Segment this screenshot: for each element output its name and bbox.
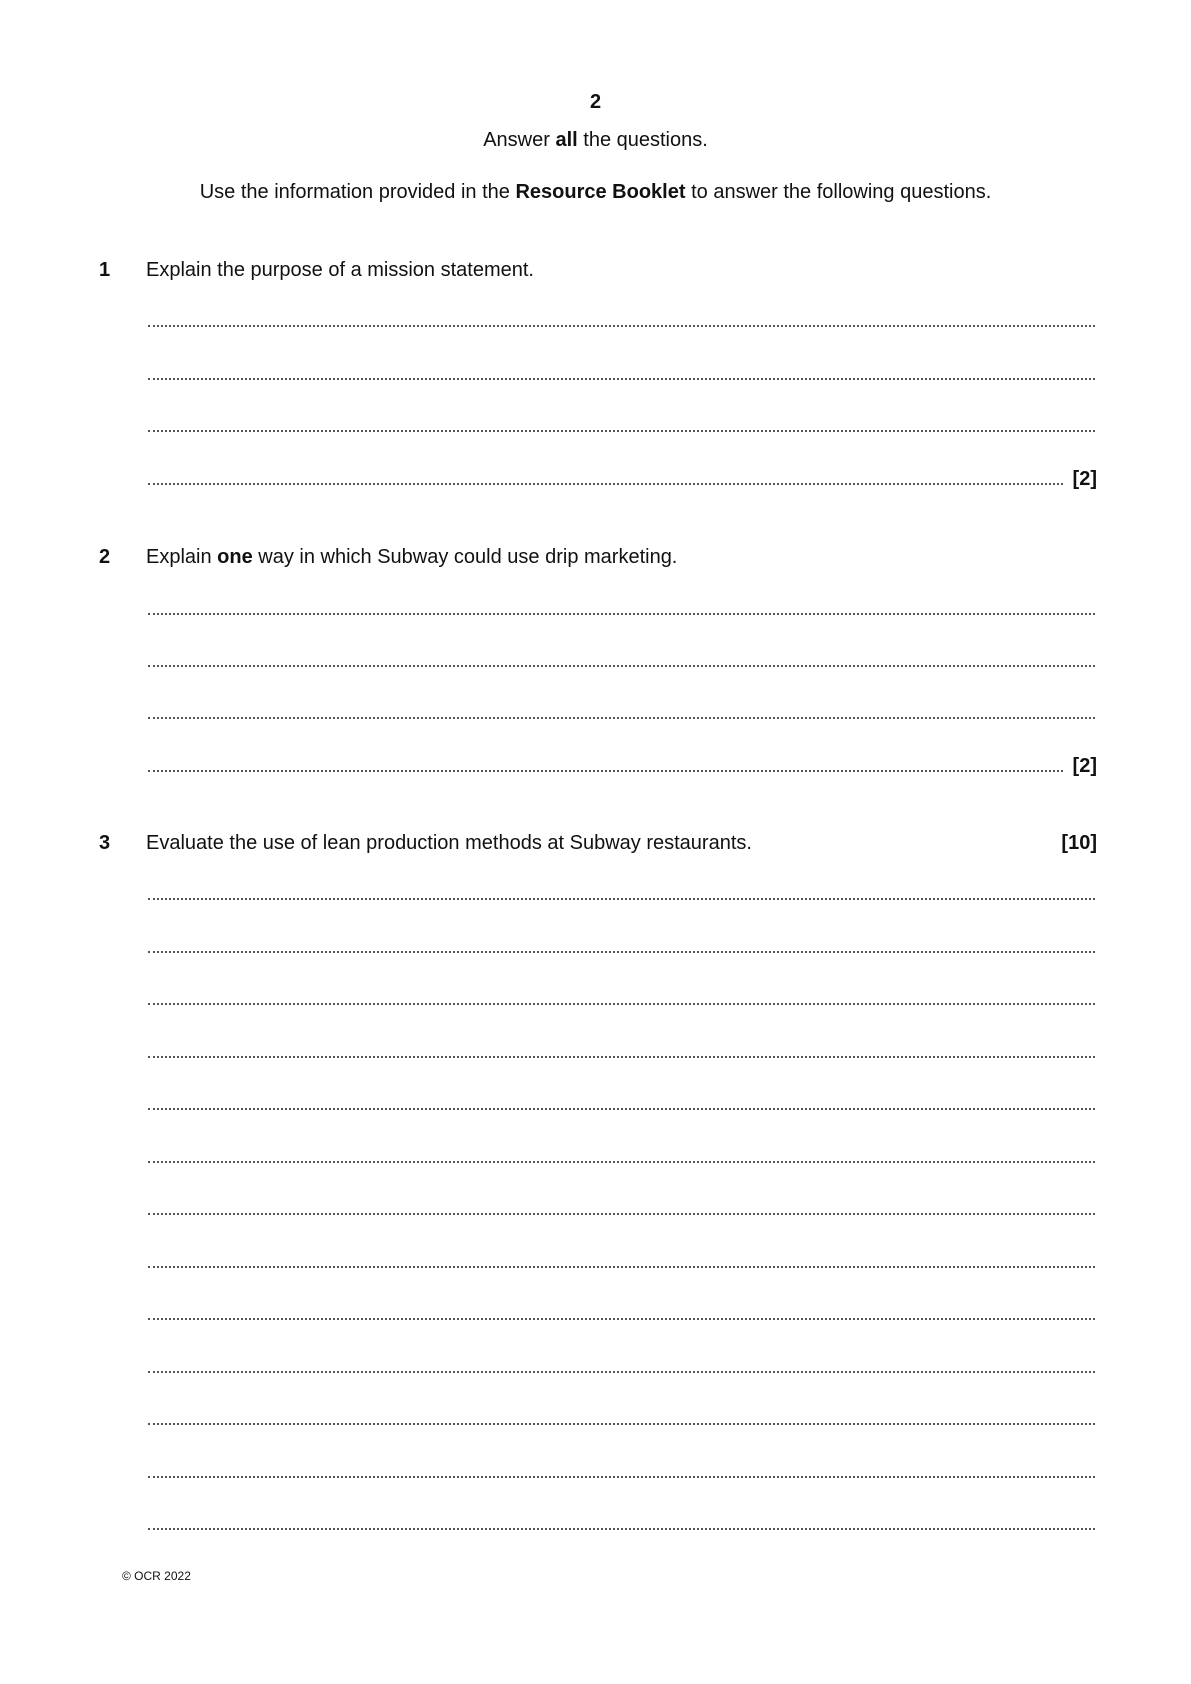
answer-line[interactable] [148, 1423, 1095, 1425]
instruction-1-bold: all [555, 129, 578, 151]
question-text [146, 832, 752, 855]
answer-line[interactable] [148, 1108, 1095, 1110]
answer-line[interactable] [148, 1528, 1095, 1530]
instruction-2-post: to answer the following questions. [685, 181, 992, 203]
answer-line[interactable] [148, 1476, 1095, 1478]
instruction-answer-all [0, 129, 1191, 152]
answer-line[interactable] [148, 951, 1095, 953]
question-text-pre: Evaluate the use of lean production methods at Subway restaurants. [146, 832, 752, 854]
answer-line-last[interactable] [148, 770, 1063, 772]
marks-label: [2] [1072, 468, 1097, 490]
answer-line[interactable] [148, 1003, 1095, 1005]
question-text [146, 546, 677, 569]
question-text-pre: Explain the purpose of a mission statement. [146, 259, 534, 281]
answer-line[interactable] [148, 717, 1095, 719]
answer-line[interactable] [148, 1056, 1095, 1058]
question-text [146, 259, 534, 282]
answer-line[interactable] [148, 430, 1095, 432]
instruction-2-bold: Resource Booklet [515, 181, 686, 203]
answer-line[interactable] [148, 1161, 1095, 1163]
answer-line[interactable] [148, 898, 1095, 900]
question-text-pre: Explain [146, 546, 218, 568]
answer-line[interactable] [148, 1266, 1095, 1268]
question-number: 1 [99, 259, 111, 281]
answer-line[interactable] [148, 613, 1095, 615]
answer-line[interactable] [148, 665, 1095, 667]
answer-line[interactable] [148, 1371, 1095, 1373]
answer-line-last[interactable] [148, 483, 1063, 485]
instruction-1-post: the questions. [577, 129, 708, 151]
question-text-post: way in which Subway could use drip marketing. [252, 546, 678, 568]
instruction-1-pre: Answer [483, 129, 556, 151]
instruction-resource-booklet [0, 181, 1191, 204]
marks-label: [2] [1072, 755, 1097, 777]
answer-line[interactable] [148, 1318, 1095, 1320]
answer-line[interactable] [148, 1213, 1095, 1215]
question-number: 2 [99, 546, 111, 568]
question-number: 3 [99, 832, 111, 854]
instruction-2-pre: Use the information provided in the [199, 181, 516, 203]
marks-label: [10] [1061, 832, 1097, 854]
answer-line[interactable] [148, 378, 1095, 380]
answer-line[interactable] [148, 325, 1095, 327]
copyright-footer: © OCR 2022 [122, 1569, 191, 1583]
question-text-bold: one [217, 546, 253, 568]
page-number: 2 [589, 91, 602, 113]
